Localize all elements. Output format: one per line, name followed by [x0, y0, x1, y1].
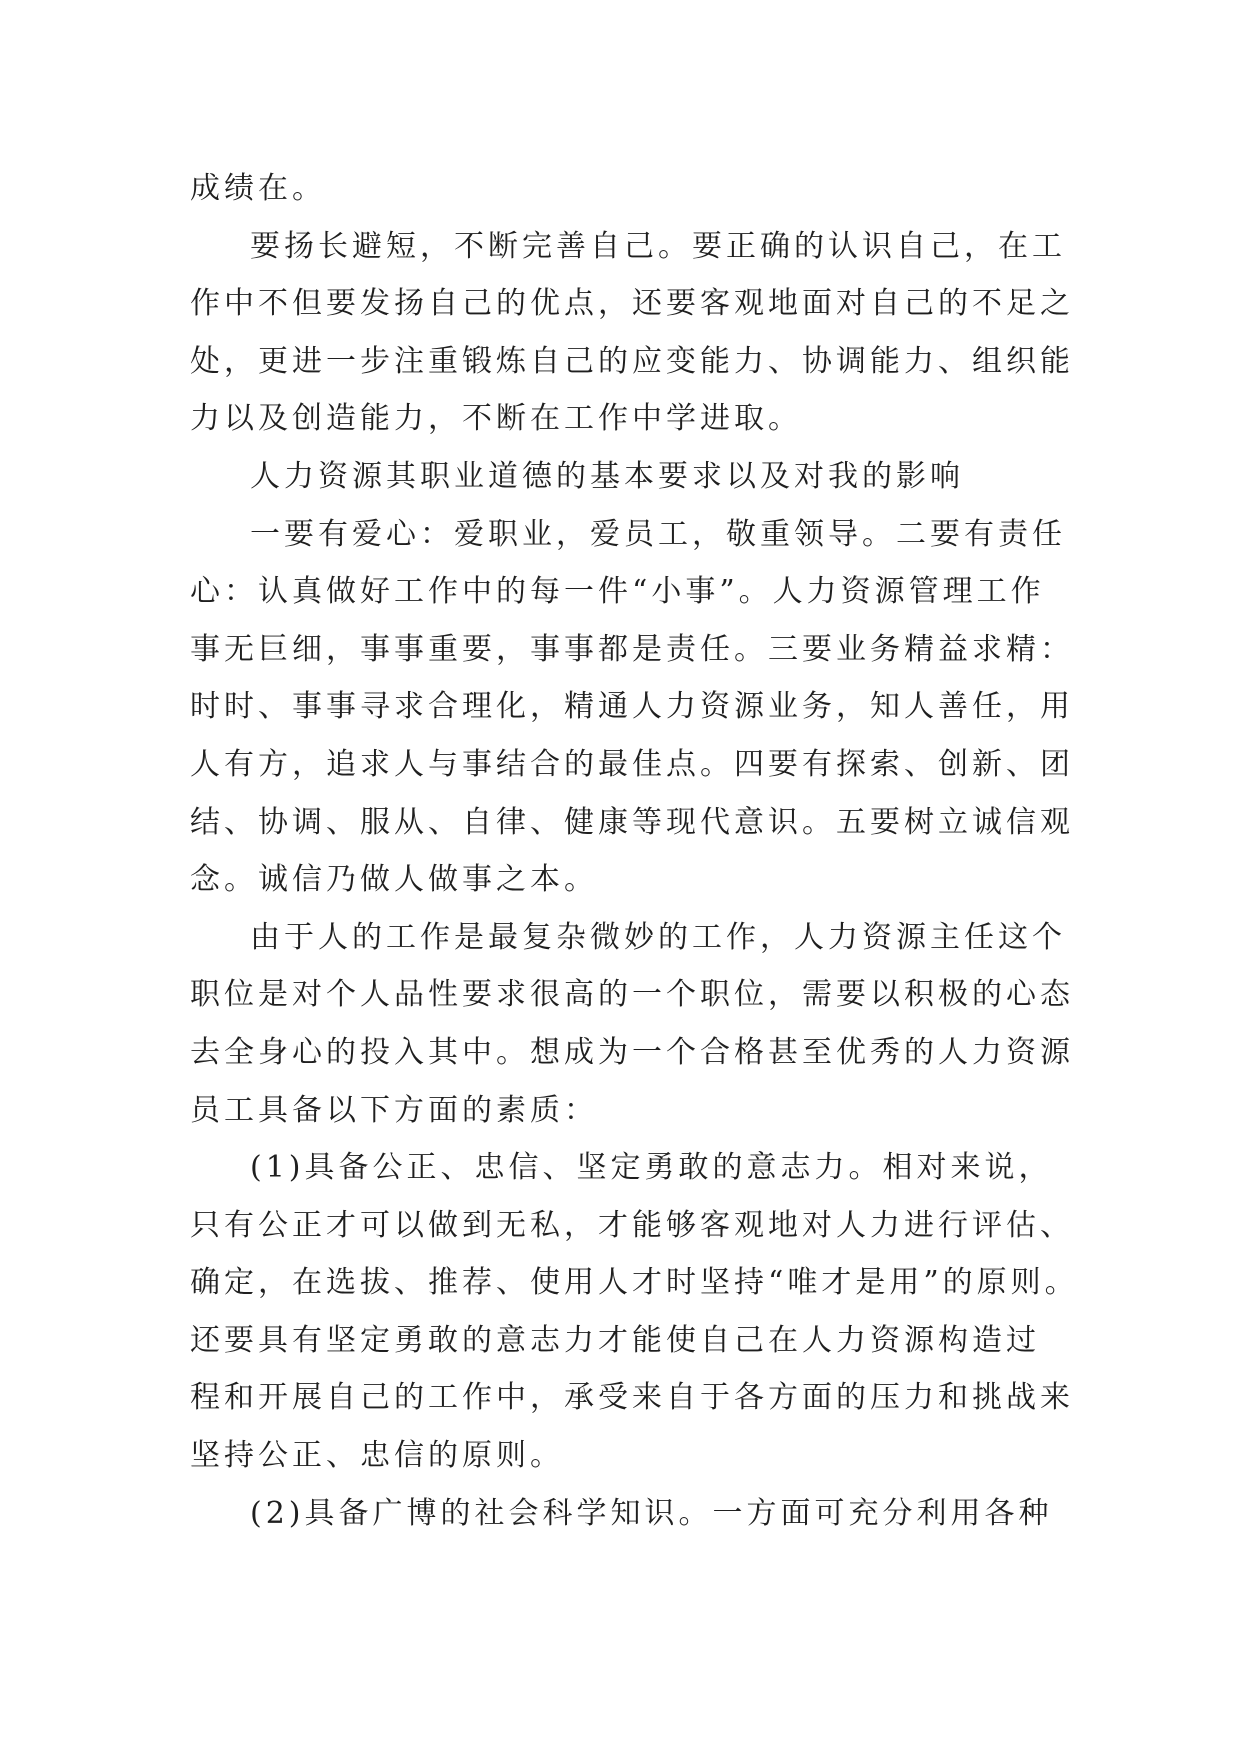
document-body	[190, 160, 1079, 1542]
text-line: 去全身心的投入其中。想成为一个合格甚至优秀的人力资源	[190, 1034, 1074, 1070]
paragraph-3-heading	[190, 448, 1050, 506]
paragraph-2	[190, 218, 1074, 448]
text-line: 坚持公正、忠信的原则。	[190, 1438, 564, 1474]
text-line: 员工具备以下方面的素质：	[190, 1092, 598, 1128]
text-line: 成绩在。	[190, 171, 326, 206]
text-line: 力以及创造能力，不断在工作中学进取。	[190, 401, 802, 437]
text-line: 人力资源其职业道德的基本要求以及对我的影响	[250, 458, 964, 494]
text-line: 还要具有坚定勇敢的意志力才能使自己在人力资源构造过	[190, 1322, 1040, 1358]
text-line: 处，更进一步注重锻炼自己的应变能力、协调能力、组织能	[190, 343, 1074, 379]
text-line: 结、协调、服从、自律、健康等现代意识。五要树立诚信观	[190, 804, 1074, 840]
text-line: 确定，在选拔、推荐、使用人才时坚持“唯才是用”的原则。	[190, 1265, 1079, 1301]
paragraph-5	[190, 909, 1074, 1139]
text-line: 事无巨细，事事重要，事事都是责任。三要业务精益求精：	[190, 631, 1074, 667]
text-line: 念。诚信乃做人做事之本。	[190, 862, 598, 898]
paragraph-6	[190, 1139, 1079, 1485]
text-line: 人有方，追求人与事结合的最佳点。四要有探索、创新、团	[190, 746, 1074, 782]
paragraph-4	[190, 506, 1074, 909]
text-line: 时时、事事寻求合理化，精通人力资源业务，知人善任，用	[190, 689, 1074, 725]
text-line: (2)具备广博的社会科学知识。一方面可充分利用各种	[250, 1495, 1053, 1531]
text-line: (1)具备公正、忠信、坚定勇敢的意志力。相对来说，	[250, 1150, 1053, 1186]
text-line: 只有公正才可以做到无私，才能够客观地对人力进行评估、	[190, 1207, 1074, 1243]
text-line: 一要有爱心：爱职业，爱员工，敬重领导。二要有责任	[250, 516, 1066, 552]
text-line: 职位是对个人品性要求很高的一个职位，需要以积极的心态	[190, 977, 1074, 1013]
text-line: 程和开展自己的工作中，承受来自于各方面的压力和挑战来	[190, 1380, 1074, 1416]
paragraph-7	[190, 1485, 1053, 1543]
text-line: 要扬长避短，不断完善自己。要正确的认识自己，在工	[250, 228, 1066, 264]
text-line: 作中不但要发扬自己的优点，还要客观地面对自己的不足之	[190, 286, 1074, 322]
text-line: 由于人的工作是最复杂微妙的工作，人力资源主任这个	[250, 919, 1066, 955]
paragraph-1	[190, 160, 1050, 218]
text-line: 心：认真做好工作中的每一件“小事”。人力资源管理工作	[190, 574, 1045, 610]
